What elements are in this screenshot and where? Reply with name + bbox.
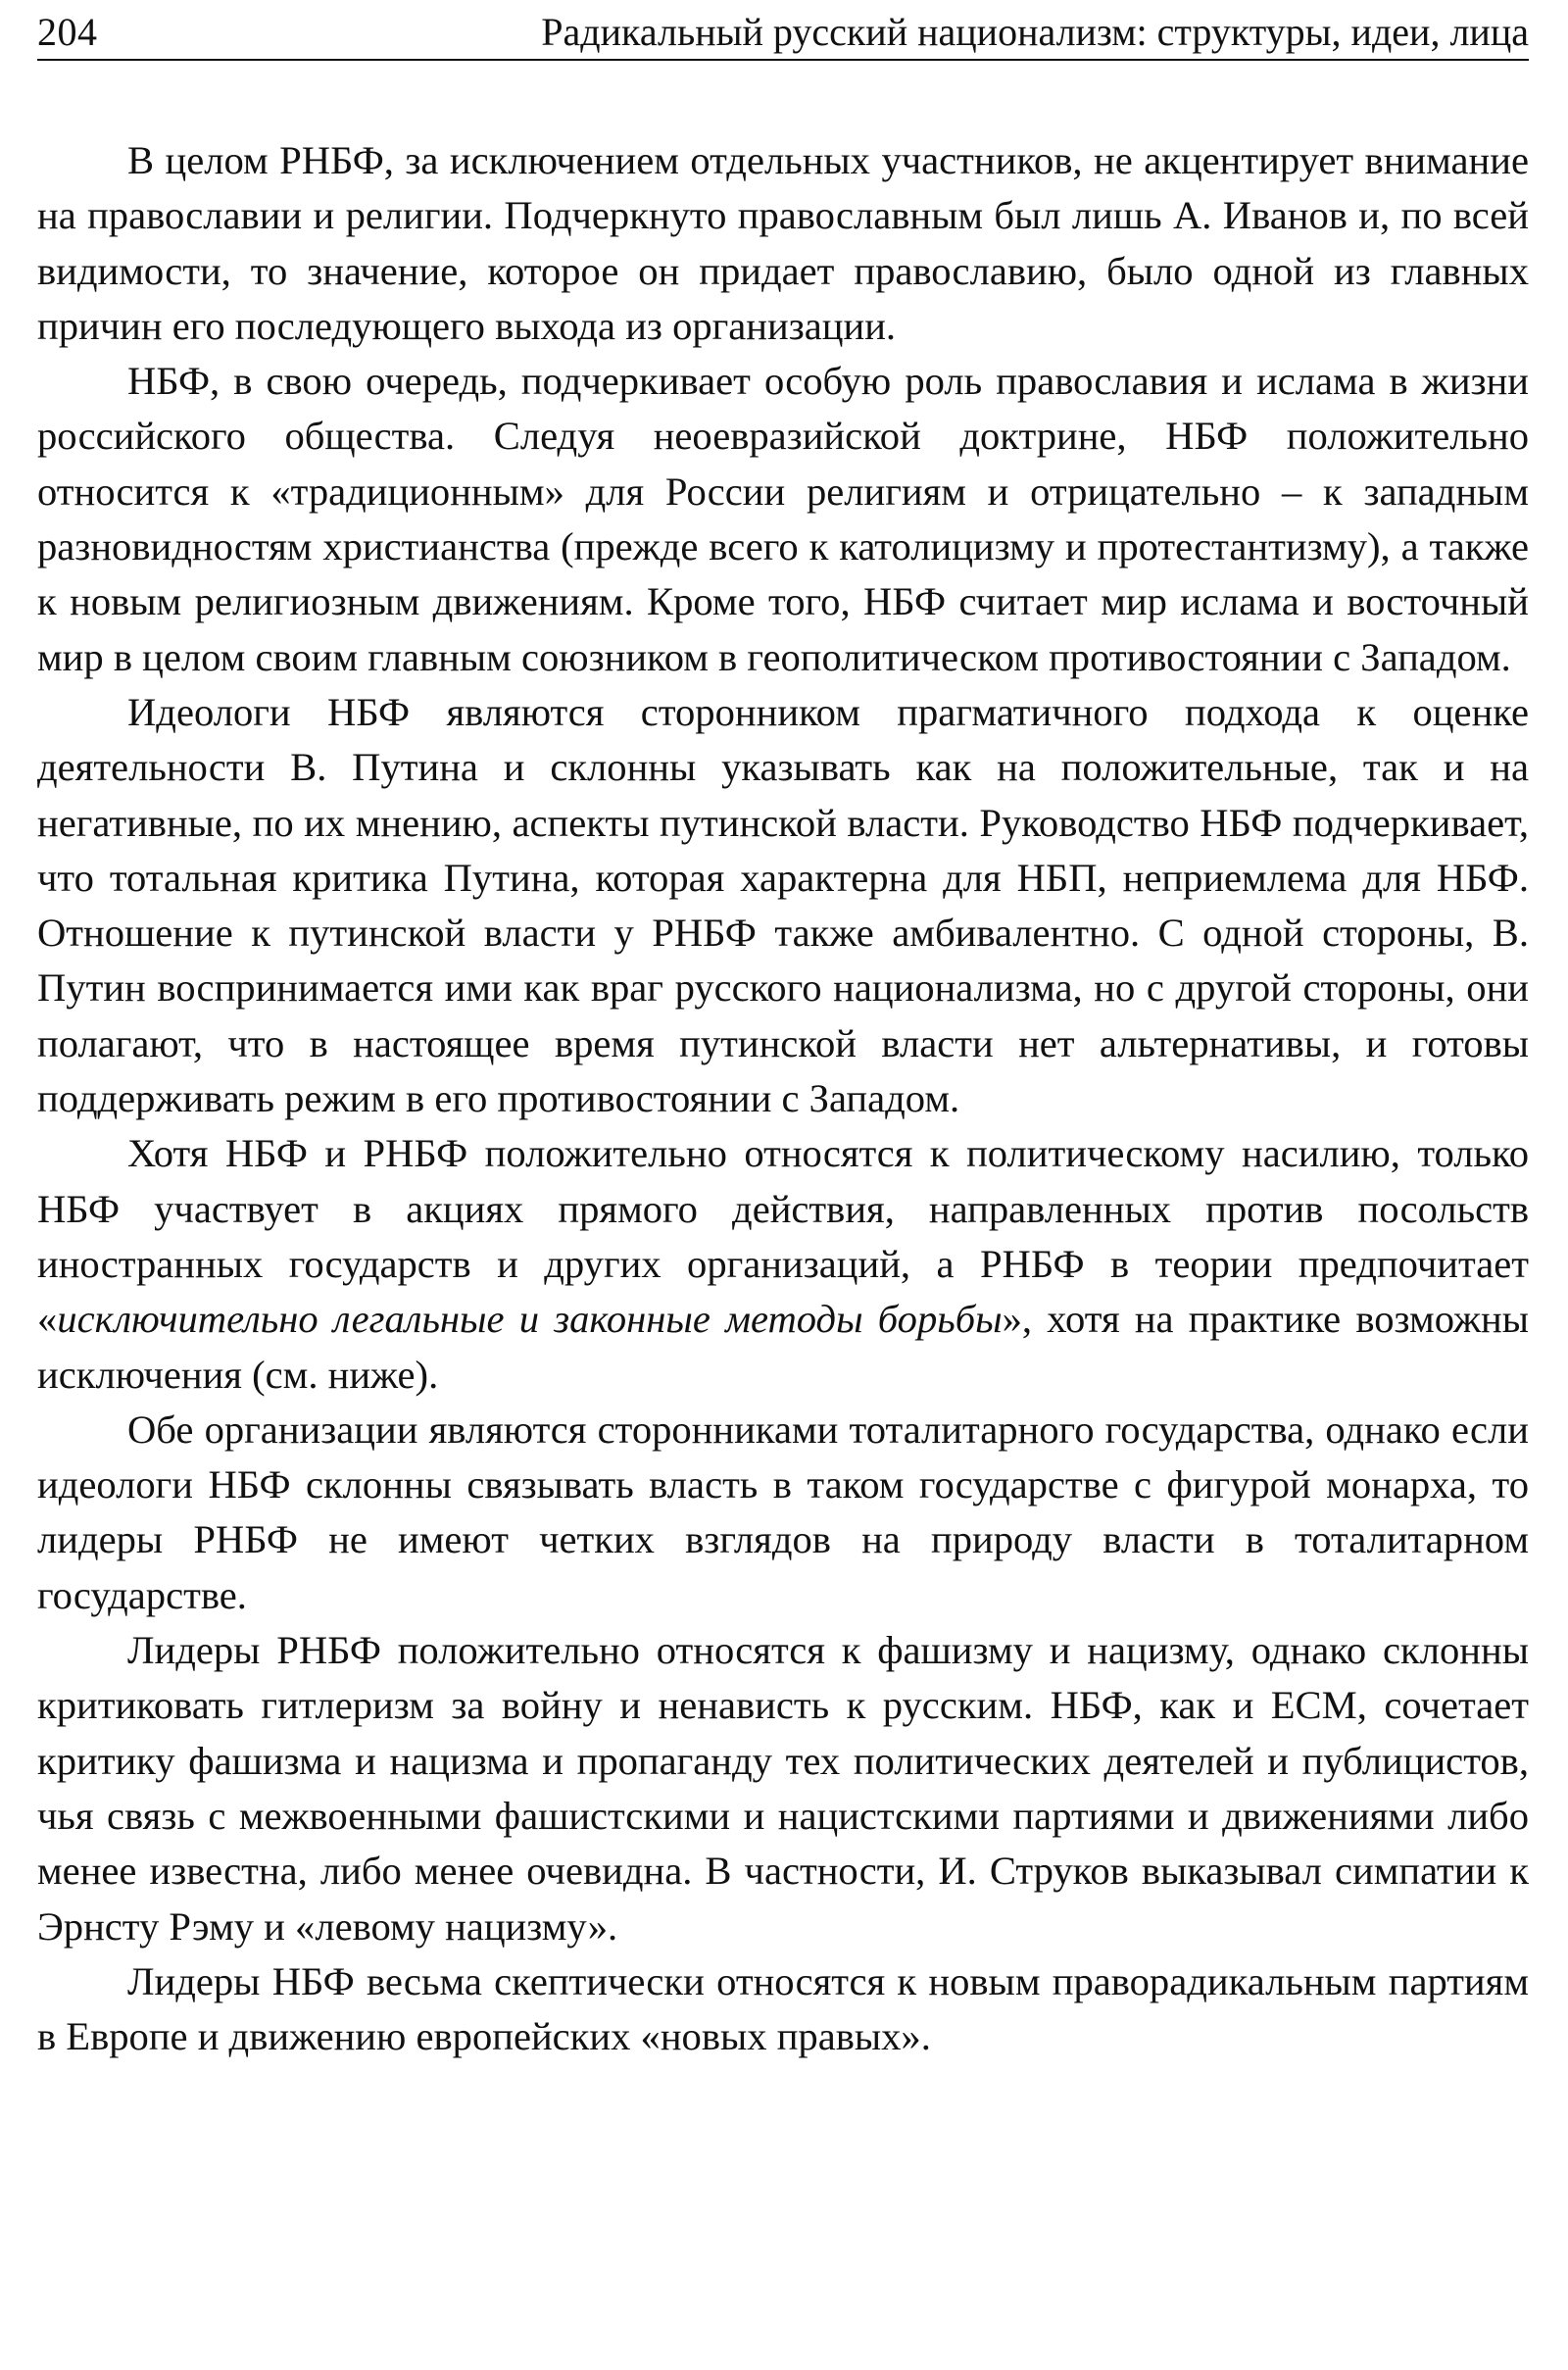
paragraph-nbf-religion: НБФ, в свою очередь, подчеркивает особую роль православия и ислама в жизни российского общества. Следуя неоевразийской доктрине, НБФ положительно относится к «традиционным» для России религиям и отрицательно – к западным разновидностям христианства (прежде всего к католицизму и протестантизму), а также к новым религиозным движениям. Кроме того, НБФ считает мир ислама и восточный мир в целом своим главным союзником в геополитическом противостоянии с Западом. xyxy=(37,359,1529,679)
paragraph-violence-text-end: », хотя на практике возможны исключения (см. ниже). xyxy=(37,1297,1529,1397)
paragraph-rnbf-religion: В целом РНБФ, за исключением отдельных участников, не акцентирует внимание на православии и религии. Подчеркнуто православным был лишь А. Иванов и, по всей видимости, то значение, которое он придает православию, было одной из главных причин его последующего выхода из организации. xyxy=(37,138,1529,348)
paragraph-new-right: Лидеры НБФ весьма скептически относятся к новым праворадикальным партиям в Европе и движению европейских «новых правых». xyxy=(37,1958,1529,2059)
paragraph-violence-text-start: Хотя НБФ и РНБФ положительно относятся к политическому насилию, только НБФ участвует в акциях прямого действия, направленных против посольств иностранных государств и других организаций, а РНБФ в теории предпочитает « xyxy=(37,1131,1529,1342)
page-number: 204 xyxy=(37,10,98,54)
paragraph-putin-stance: Идеологи НБФ являются сторонником прагматичного подхода к оценке деятельности В. Путина и склонны указывать как на положительные, так и на негативные, по их мнению, аспекты путинской власти. Руководство НБФ подчеркивает, что тотальная критика Путина, которая характерна для НБП, неприемлема для НБФ. Отношение к путинской власти у РНБФ также амбивалентно. С одной стороны, В. Путин воспринимается ими как враг русского национализма, но с другой стороны, они полагают, что в настоящее время путинской власти нет альтернативы, и готовы поддерживать режим в его противостоянии с Западом. xyxy=(37,689,1529,1121)
book-page xyxy=(37,0,1529,2064)
running-title: Радикальный русский национализм: структуры, идеи, лица xyxy=(541,10,1529,54)
paragraph-fascism: Лидеры РНБФ положительно относятся к фашизму и нацизму, однако склонны критиковать гитлеризм за войну и ненависть к русским. НБФ, как и ЕСМ, сочетает критику фашизма и нацизма и пропаганду тех политических деятелей и публицистов, чья связь с межвоенными фашистскими и нацистскими партиями и движениями либо менее известна, либо менее очевидна. В частности, И. Струков выказывал симпатии к Эрнсту Рэму и «левому нацизму». xyxy=(37,1628,1529,1949)
paragraph-totalitarian-state: Обе организации являются сторонниками тоталитарного государства, однако если идеологи НБФ склонны связывать власть в таком государстве с фигурой монарха, то лидеры РНБФ не имеют четких взглядов на природу власти в тоталитарном государстве. xyxy=(37,1407,1529,1617)
quoted-italic-phrase: исключительно легальные и законные методы борьбы xyxy=(57,1297,1003,1342)
body-text xyxy=(37,133,1529,2064)
paragraph-political-violence xyxy=(37,1126,1529,1402)
running-head xyxy=(37,0,1529,61)
